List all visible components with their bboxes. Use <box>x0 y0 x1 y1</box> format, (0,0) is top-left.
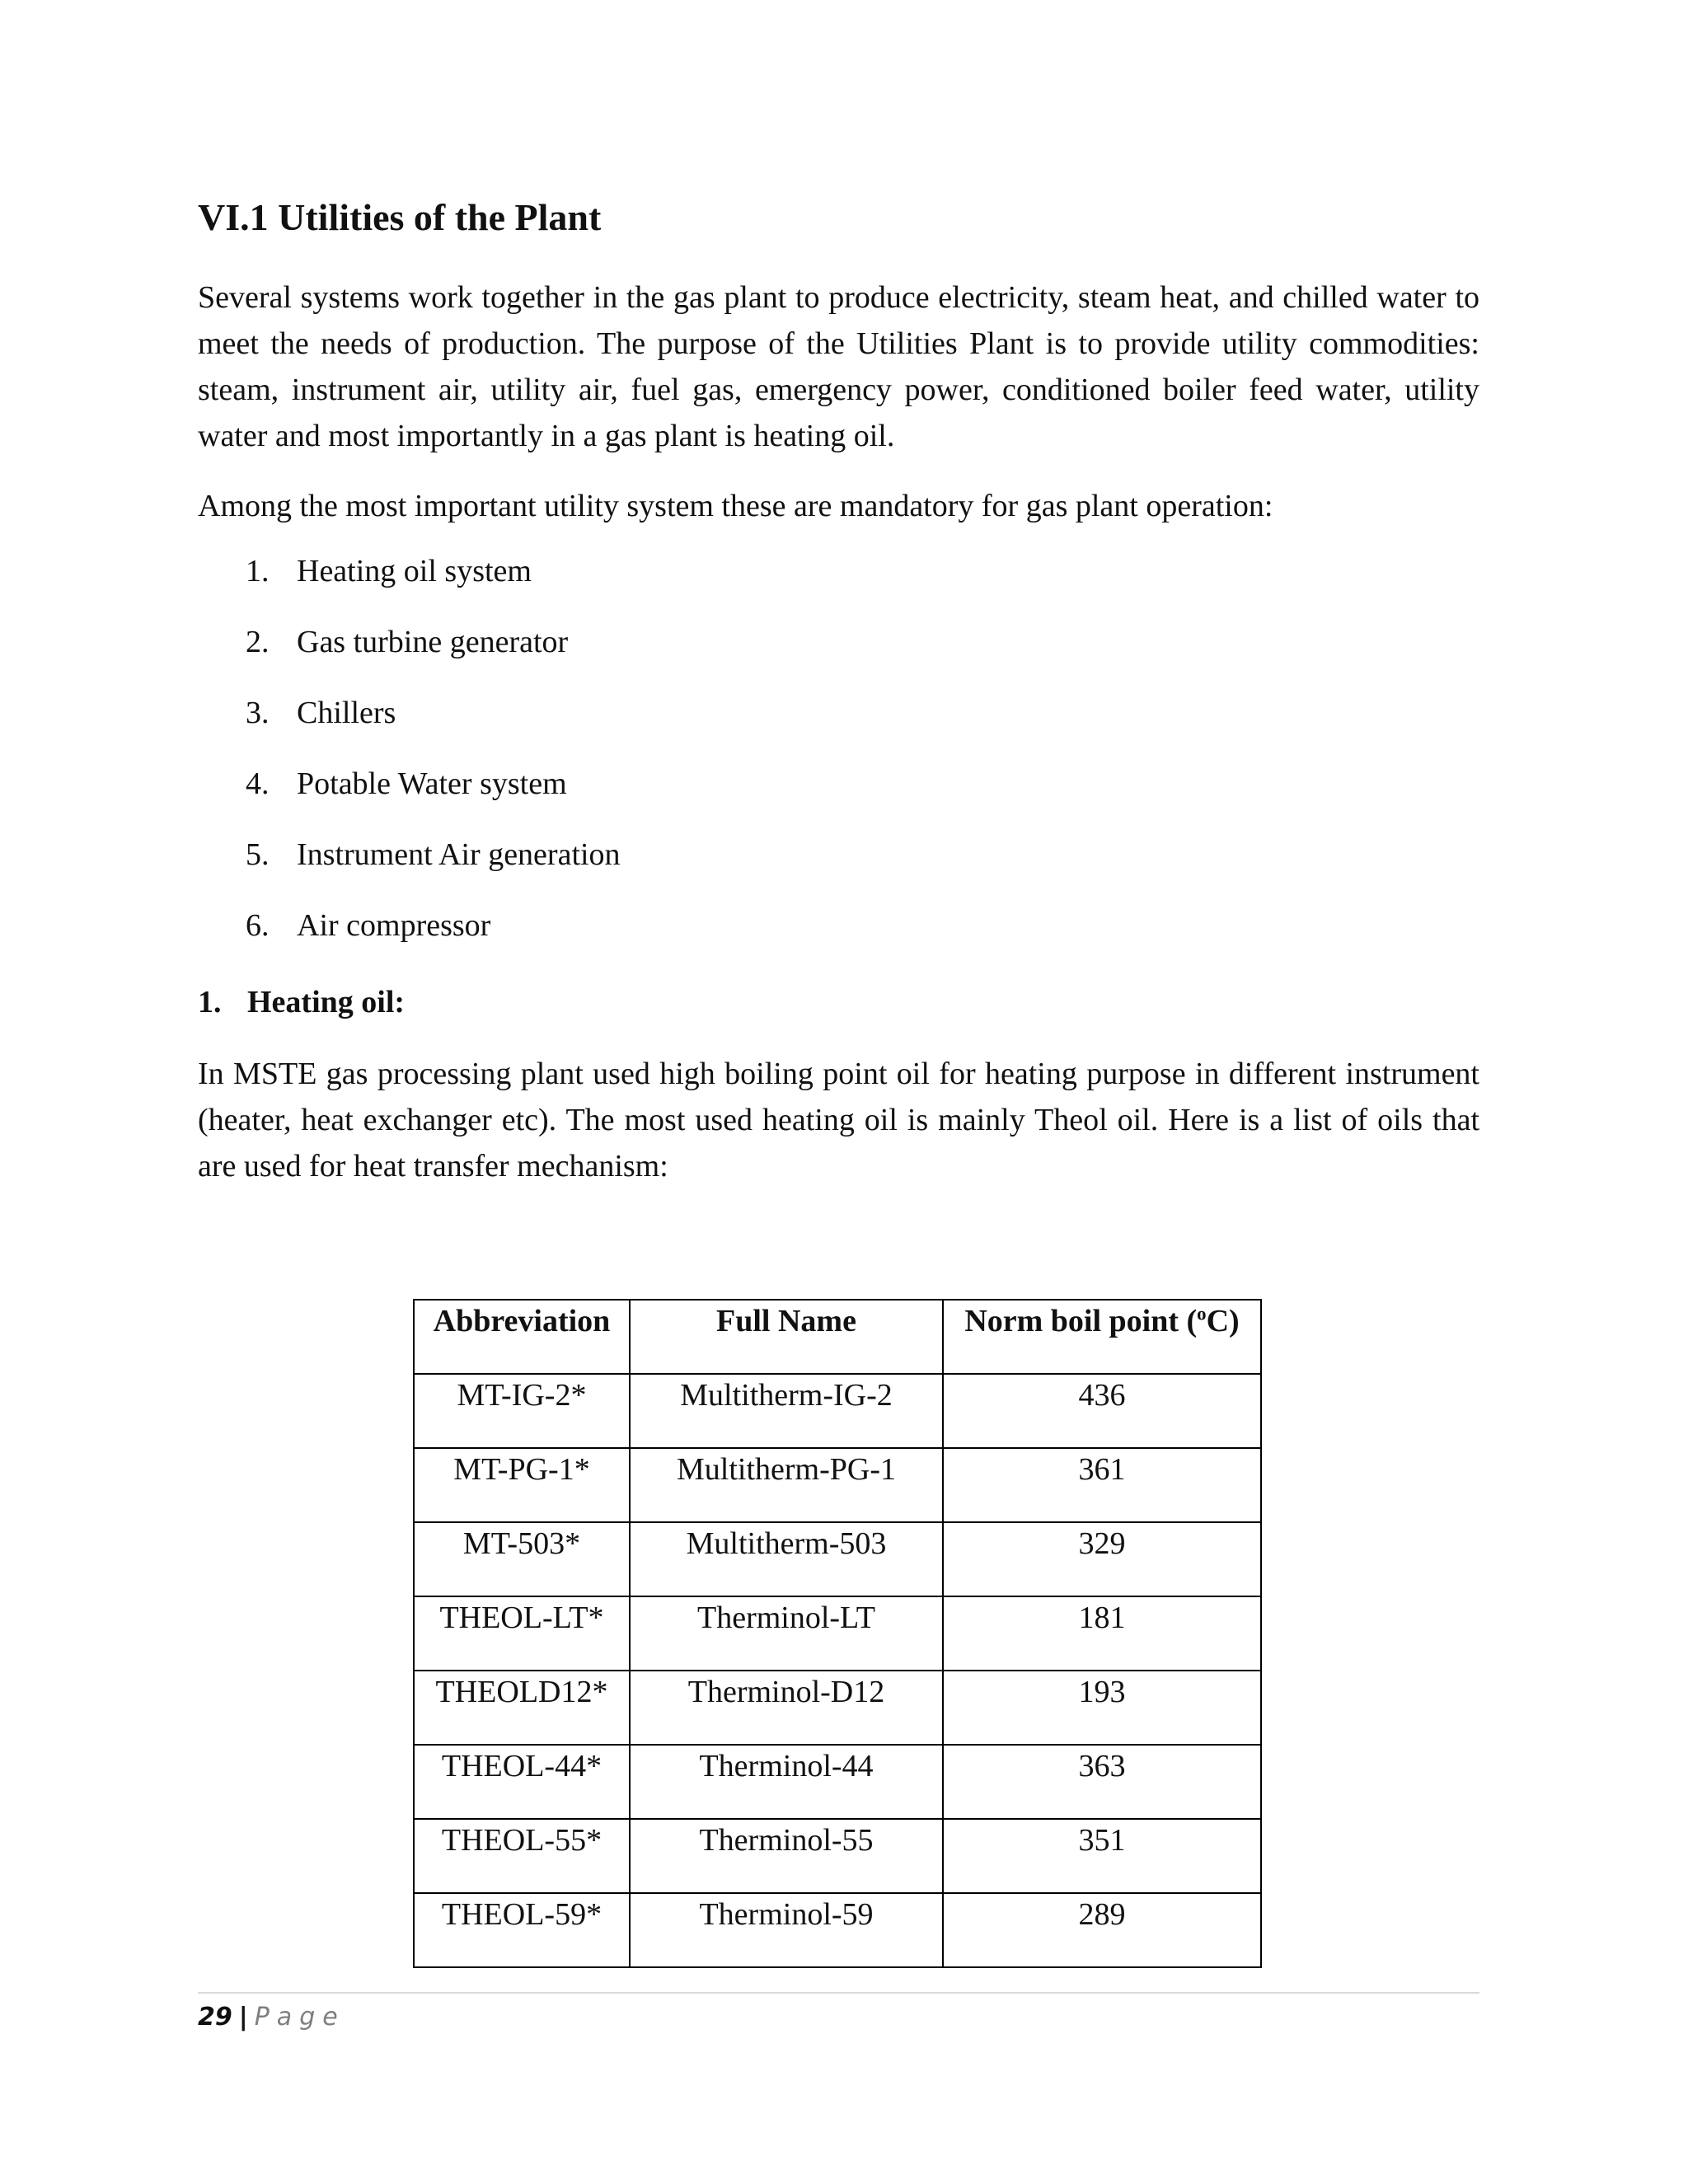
cell-abbreviation: THEOL-44* <box>414 1745 630 1819</box>
list-item-label: Gas turbine generator <box>297 625 569 659</box>
list-item-number: 1. <box>246 554 270 588</box>
cell-boil-point: 351 <box>943 1819 1261 1893</box>
table-header-row <box>414 1300 1261 1374</box>
cell-abbreviation: THEOL-59* <box>414 1893 630 1967</box>
cell-abbreviation: THEOL-LT* <box>414 1596 630 1671</box>
page-footer <box>198 2001 345 2034</box>
list-item-label: Heating oil system <box>297 554 532 588</box>
header-abbreviation: Abbreviation <box>414 1300 630 1374</box>
cell-boil-point: 361 <box>943 1448 1261 1522</box>
list-item-number: 4. <box>246 766 270 801</box>
cell-abbreviation: MT-IG-2* <box>414 1374 630 1448</box>
table-row <box>414 1596 1261 1671</box>
page-number: 29 <box>198 2003 232 2032</box>
page-word: Page <box>254 2003 345 2032</box>
cell-full-name: Therminol-59 <box>630 1893 943 1967</box>
cell-abbreviation: MT-PG-1* <box>414 1448 630 1522</box>
lead-in-paragraph: Among the most important utility system these are mandatory for gas plant operation: <box>198 489 1273 523</box>
table-row <box>414 1374 1261 1448</box>
cell-full-name: Multitherm-IG-2 <box>630 1374 943 1448</box>
heating-oil-table <box>413 1299 1262 1968</box>
cell-boil-point: 181 <box>943 1596 1261 1671</box>
intro-paragraph: Several systems work together in the gas plant to produce electricity, steam heat, and chilled water to meet the needs of production. The purpose of the Utilities Plant is to provide utility commodities: steam, instrument air, utility air, fuel gas, emergency power, conditioned boiler feed water, utility water and most importantly in a gas plant is heating oil. <box>198 280 1479 453</box>
table-row <box>414 1522 1261 1596</box>
heating-oil-heading <box>198 979 405 1025</box>
cell-boil-point: 329 <box>943 1522 1261 1596</box>
header-full-name: Full Name <box>630 1300 943 1374</box>
cell-full-name: Therminol-D12 <box>630 1671 943 1745</box>
list-item-label: Potable Water system <box>297 766 567 801</box>
list-item-label: Air compressor <box>297 908 491 943</box>
list-item-label: Chillers <box>297 696 396 730</box>
cell-boil-point: 363 <box>943 1745 1261 1819</box>
list-item-number: 3. <box>246 696 270 730</box>
heading-number: 1. <box>198 985 222 1019</box>
cell-abbreviation: THEOLD12* <box>414 1671 630 1745</box>
cell-full-name: Therminol-LT <box>630 1596 943 1671</box>
cell-full-name: Therminol-44 <box>630 1745 943 1819</box>
table-row <box>414 1671 1261 1745</box>
footer-separator: | <box>238 2003 248 2032</box>
degree-sup: o <box>1197 1303 1207 1324</box>
cell-boil-point: 193 <box>943 1671 1261 1745</box>
cell-abbreviation: THEOL-55* <box>414 1819 630 1893</box>
header-boil-point-suffix: C) <box>1206 1304 1240 1338</box>
list-item-number: 2. <box>246 625 270 659</box>
cell-abbreviation: MT-503* <box>414 1522 630 1596</box>
table-row <box>414 1745 1261 1819</box>
cell-boil-point: 289 <box>943 1893 1261 1967</box>
header-boil-point <box>943 1300 1261 1374</box>
header-boil-point-prefix: Norm boil point ( <box>964 1304 1198 1338</box>
cell-full-name: Therminol-55 <box>630 1819 943 1893</box>
list-item-number: 5. <box>246 837 270 872</box>
cell-full-name: Multitherm-503 <box>630 1522 943 1596</box>
section-title: VI.1 Utilities of the Plant <box>198 196 602 238</box>
table-row <box>414 1448 1261 1522</box>
heating-oil-paragraph: In MSTE gas processing plant used high boiling point oil for heating purpose in different instrument (heater, heat exchanger etc). The most used heating oil is mainly Theol oil. Here is a list of oils that are used for heat transfer mechanism: <box>198 1057 1479 1183</box>
list-item-label: Instrument Air generation <box>297 837 621 872</box>
table-row <box>414 1893 1261 1967</box>
list-item-number: 6. <box>246 908 270 943</box>
cell-boil-point: 436 <box>943 1374 1261 1448</box>
footer-divider <box>198 1992 1479 1994</box>
cell-full-name: Multitherm-PG-1 <box>630 1448 943 1522</box>
table-row <box>414 1819 1261 1893</box>
heading-label: Heating oil: <box>247 985 406 1019</box>
